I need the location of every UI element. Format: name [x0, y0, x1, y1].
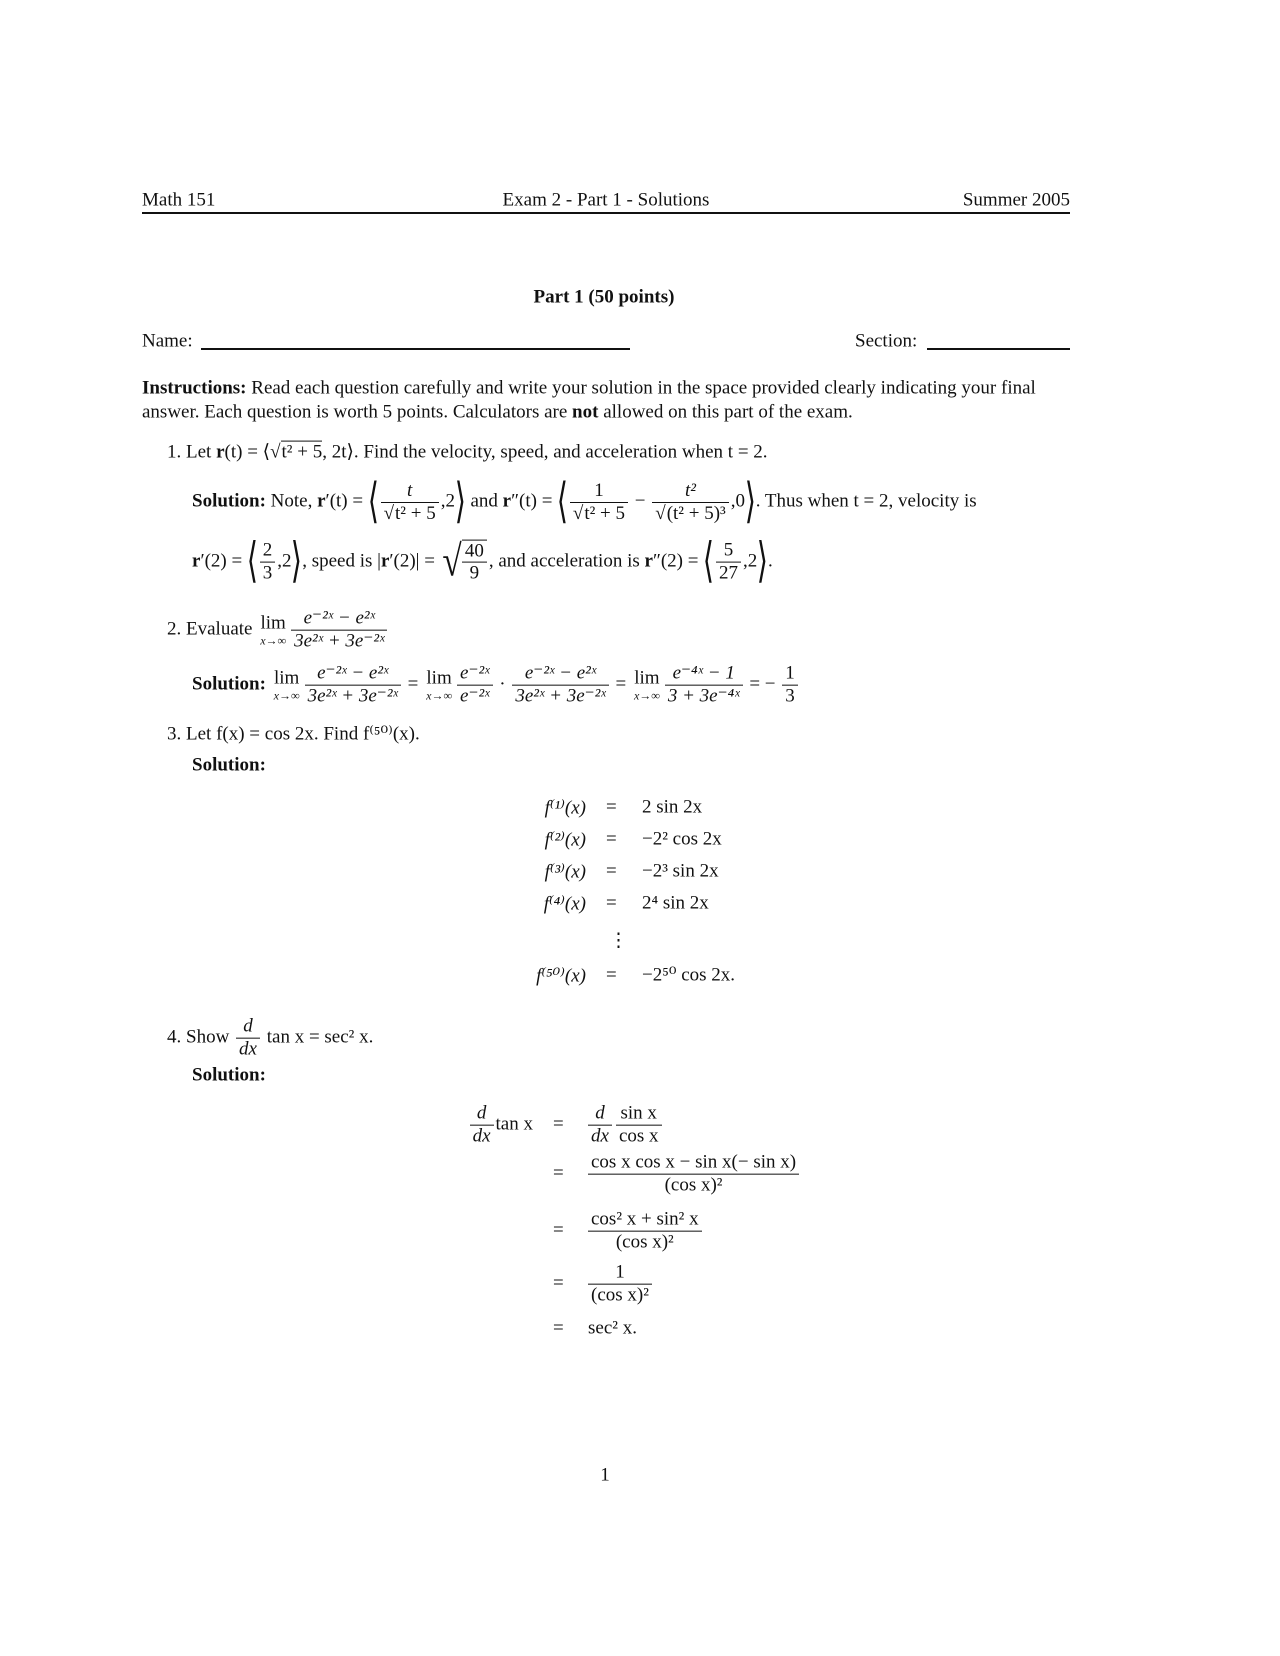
vertical-dots: ⋮: [609, 930, 628, 952]
denominator: cos x: [616, 1125, 662, 1148]
right-angle: ⟩: [744, 475, 756, 528]
vector-r: r: [192, 550, 201, 572]
instructions-label: Instructions:: [142, 377, 247, 399]
section-label: Section:: [855, 330, 918, 352]
equals: =: [610, 673, 631, 695]
text: ,2: [440, 490, 455, 512]
align-lhs: [468, 1103, 533, 1148]
header-term: Summer 2005: [962, 189, 1070, 211]
numerator: d: [476, 1102, 487, 1124]
fraction: [512, 663, 608, 708]
solution-2: [192, 663, 800, 708]
question-number: 3.: [167, 723, 182, 745]
equals: =: [606, 796, 617, 818]
denominator: 3: [260, 562, 276, 585]
numerator: e⁻²ˣ − e²ˣ: [317, 662, 389, 684]
equals: =: [606, 892, 617, 914]
text: ,2: [742, 550, 758, 572]
denominator: √(t² + 5)³: [652, 502, 728, 525]
text: and: [465, 490, 503, 512]
question-number: 4.: [167, 1026, 182, 1048]
text: Let: [186, 441, 217, 463]
text: −: [630, 490, 651, 512]
denominator: dx: [588, 1125, 612, 1148]
align-rhs: sec² x.: [588, 1317, 637, 1339]
numerator: 1: [615, 1261, 625, 1283]
equals: =: [553, 1162, 564, 1184]
text: ,0: [730, 490, 745, 512]
name-label: Name:: [142, 330, 193, 352]
fraction: [381, 480, 439, 525]
fraction: [782, 663, 798, 708]
instructions-line-2: [142, 402, 853, 425]
instructions-text: answer. Each question is worth 5 points. Calculators are: [142, 401, 573, 423]
numerator: cos² x + sin² x: [591, 1208, 699, 1230]
fraction: [652, 480, 728, 525]
derivative-rhs: 2⁴ sin 2x: [642, 892, 709, 914]
name-field-line[interactable]: [201, 348, 630, 350]
solution-1-line-2: [192, 536, 773, 589]
denominator: dx: [470, 1125, 494, 1148]
text: ′(2)| =: [389, 550, 440, 572]
text: , speed is |: [302, 550, 381, 572]
vector-r: r: [380, 550, 390, 572]
fraction: [588, 1262, 652, 1307]
vector-r: r: [216, 441, 225, 463]
part-title: Part 1 (50 points): [533, 286, 675, 308]
header-exam-title: Exam 2 - Part 1 - Solutions: [502, 189, 710, 211]
equals: =: [606, 828, 617, 850]
fraction: [570, 480, 628, 525]
lim-text: lim: [426, 667, 452, 689]
fraction: [457, 663, 493, 708]
denominator: (cos x)²: [588, 1231, 702, 1254]
solution-1-line-1: [192, 475, 977, 528]
numerator: d: [243, 1015, 253, 1037]
left-angle: ⟨: [367, 475, 379, 528]
text: .: [767, 550, 773, 572]
question-number: 1.: [167, 441, 182, 463]
denominator: √t² + 5: [570, 502, 628, 525]
question-2: [167, 608, 389, 653]
numerator: e⁻²ˣ: [460, 662, 490, 684]
left-angle: ⟨: [702, 535, 715, 589]
sqrt-sign: √: [442, 536, 462, 586]
text: Note,: [265, 490, 318, 512]
equals: =: [606, 964, 617, 986]
numerator: t²: [685, 479, 696, 501]
numerator: e⁻⁴ˣ − 1: [672, 662, 735, 684]
lim-subscript: x→∞: [273, 688, 300, 703]
question-3: [167, 724, 420, 747]
denominator: 3e²ˣ + 3e⁻²ˣ: [512, 685, 608, 708]
vector-r: r: [644, 550, 653, 572]
lim-subscript: x→∞: [260, 633, 287, 648]
limit: [260, 614, 286, 647]
question-number: 2.: [167, 618, 182, 640]
header-rule: [142, 212, 1070, 214]
fraction: [665, 663, 743, 708]
instructions-line-1: [142, 378, 1036, 401]
numerator: 1: [785, 662, 795, 684]
denominator: dx: [236, 1038, 260, 1061]
right-angle: ⟩: [454, 475, 466, 528]
equals-negative: = −: [744, 673, 781, 695]
text: , 2t⟩. Find the velocity, speed, and acceleration when t = 2.: [322, 441, 768, 463]
fraction: [260, 540, 276, 585]
denominator: 27: [716, 562, 741, 585]
text: , and acceleration is: [488, 550, 645, 572]
derivative-rhs: −2² cos 2x: [642, 828, 722, 850]
align-rhs: [586, 1152, 801, 1197]
fraction: [236, 1016, 260, 1061]
limit: [426, 669, 452, 702]
lim-subscript: x→∞: [633, 688, 660, 703]
solution-label: Solution:: [192, 1064, 266, 1086]
denominator: 9: [462, 562, 487, 585]
fraction: [588, 1209, 702, 1254]
denominator: (cos x)²: [588, 1174, 799, 1197]
left-angle: ⟨: [246, 535, 258, 589]
equals: =: [402, 673, 424, 695]
page-number: 1: [600, 1464, 610, 1486]
instructions-text: Read each question carefully and write your solution in the space provided clearly indicating your final: [246, 377, 1036, 399]
numerator: sin x: [620, 1102, 657, 1124]
vector-r: r: [317, 490, 326, 512]
question-text: Let f(x) = cos 2x. Find f⁽⁵⁰⁾(x).: [186, 723, 420, 745]
align-rhs: [586, 1262, 654, 1307]
lim-text: lim: [260, 612, 286, 634]
limit: [634, 669, 660, 702]
align-rhs: [586, 1209, 704, 1254]
numerator: e⁻²ˣ − e²ˣ: [303, 607, 375, 629]
solution-label: Solution:: [192, 754, 266, 776]
numerator: 40: [464, 540, 484, 562]
fraction: [588, 1152, 799, 1197]
right-angle: ⟩: [756, 535, 769, 589]
text: ,2: [277, 550, 292, 572]
section-field-line[interactable]: [927, 348, 1070, 350]
solution-label: Solution:: [192, 490, 266, 512]
denominator: (cos x)²: [588, 1284, 652, 1307]
text: ′(t) =: [325, 490, 368, 512]
equals: =: [606, 860, 617, 882]
text: (t) = ⟨√: [224, 441, 281, 463]
instructions-text: allowed on this part of the exam.: [598, 401, 853, 423]
text: ″(t) =: [511, 490, 558, 512]
equals: =: [553, 1219, 564, 1241]
derivative-rhs: 2 sin 2x: [642, 796, 703, 818]
numerator: cos x cos x − sin x(− sin x): [591, 1151, 797, 1173]
derivative-rhs: −2³ sin 2x: [642, 860, 719, 882]
numerator: d: [595, 1102, 605, 1124]
fraction: [588, 1103, 612, 1148]
lim-text: lim: [634, 667, 660, 689]
lim-text: lim: [273, 667, 300, 689]
question-1: [167, 442, 768, 465]
equals: =: [553, 1272, 564, 1294]
numerator: e⁻²ˣ − e²ˣ: [524, 662, 597, 684]
lim-subscript: x→∞: [426, 688, 453, 703]
numerator: t: [407, 479, 413, 501]
derivative-rhs: −2⁵⁰ cos 2x.: [642, 964, 736, 986]
header-course: Math 151: [142, 189, 216, 211]
fraction: [291, 608, 387, 653]
radicand: (t² + 5)³: [666, 502, 726, 524]
left-angle: ⟨: [556, 475, 569, 528]
text: . Thus when t = 2, velocity is: [755, 490, 977, 512]
denominator: 3e²ˣ + 3e⁻²ˣ: [291, 630, 387, 653]
denominator: √t² + 5: [381, 502, 439, 525]
equals: =: [553, 1317, 564, 1339]
right-angle: ⟩: [291, 535, 303, 589]
text: tan x: [495, 1113, 533, 1135]
radicand: t² + 5: [584, 502, 626, 524]
text: ′(2) =: [200, 550, 247, 572]
derivative-lhs: f⁽⁵⁰⁾(x): [536, 965, 586, 987]
text: ″(2) =: [652, 550, 704, 572]
radicand: t² + 5: [395, 502, 436, 524]
fraction: [305, 663, 401, 708]
derivative-lhs: f⁽⁴⁾(x): [543, 893, 586, 915]
text: tan x = sec² x.: [261, 1026, 374, 1048]
denominator: 3 + 3e⁻⁴ˣ: [665, 685, 743, 708]
fraction: [462, 539, 487, 585]
fraction: [716, 540, 741, 585]
denominator: e⁻²ˣ: [457, 685, 493, 708]
derivative-lhs: f⁽³⁾(x): [544, 861, 586, 883]
derivative-lhs: f⁽²⁾(x): [544, 829, 586, 851]
radicand: t² + 5: [281, 441, 323, 463]
equals: =: [553, 1113, 564, 1135]
numerator: 1: [594, 479, 604, 501]
text: Evaluate: [186, 618, 258, 640]
numerator: 5: [723, 539, 734, 561]
numerator: 2: [262, 539, 273, 561]
dot: ·: [494, 673, 511, 695]
vector-r: r: [502, 490, 512, 512]
text: Show: [186, 1026, 235, 1048]
derivative-lhs: f⁽¹⁾(x): [544, 797, 586, 819]
limit: [274, 669, 300, 702]
fraction: [616, 1103, 662, 1148]
denominator: 3e²ˣ + 3e⁻²ˣ: [305, 685, 401, 708]
solution-label: Solution:: [192, 673, 266, 695]
fraction: [470, 1103, 494, 1148]
instructions-emphasis: not: [572, 401, 599, 423]
denominator: 3: [782, 685, 798, 708]
align-rhs: [586, 1103, 664, 1148]
question-4: [167, 1016, 373, 1061]
